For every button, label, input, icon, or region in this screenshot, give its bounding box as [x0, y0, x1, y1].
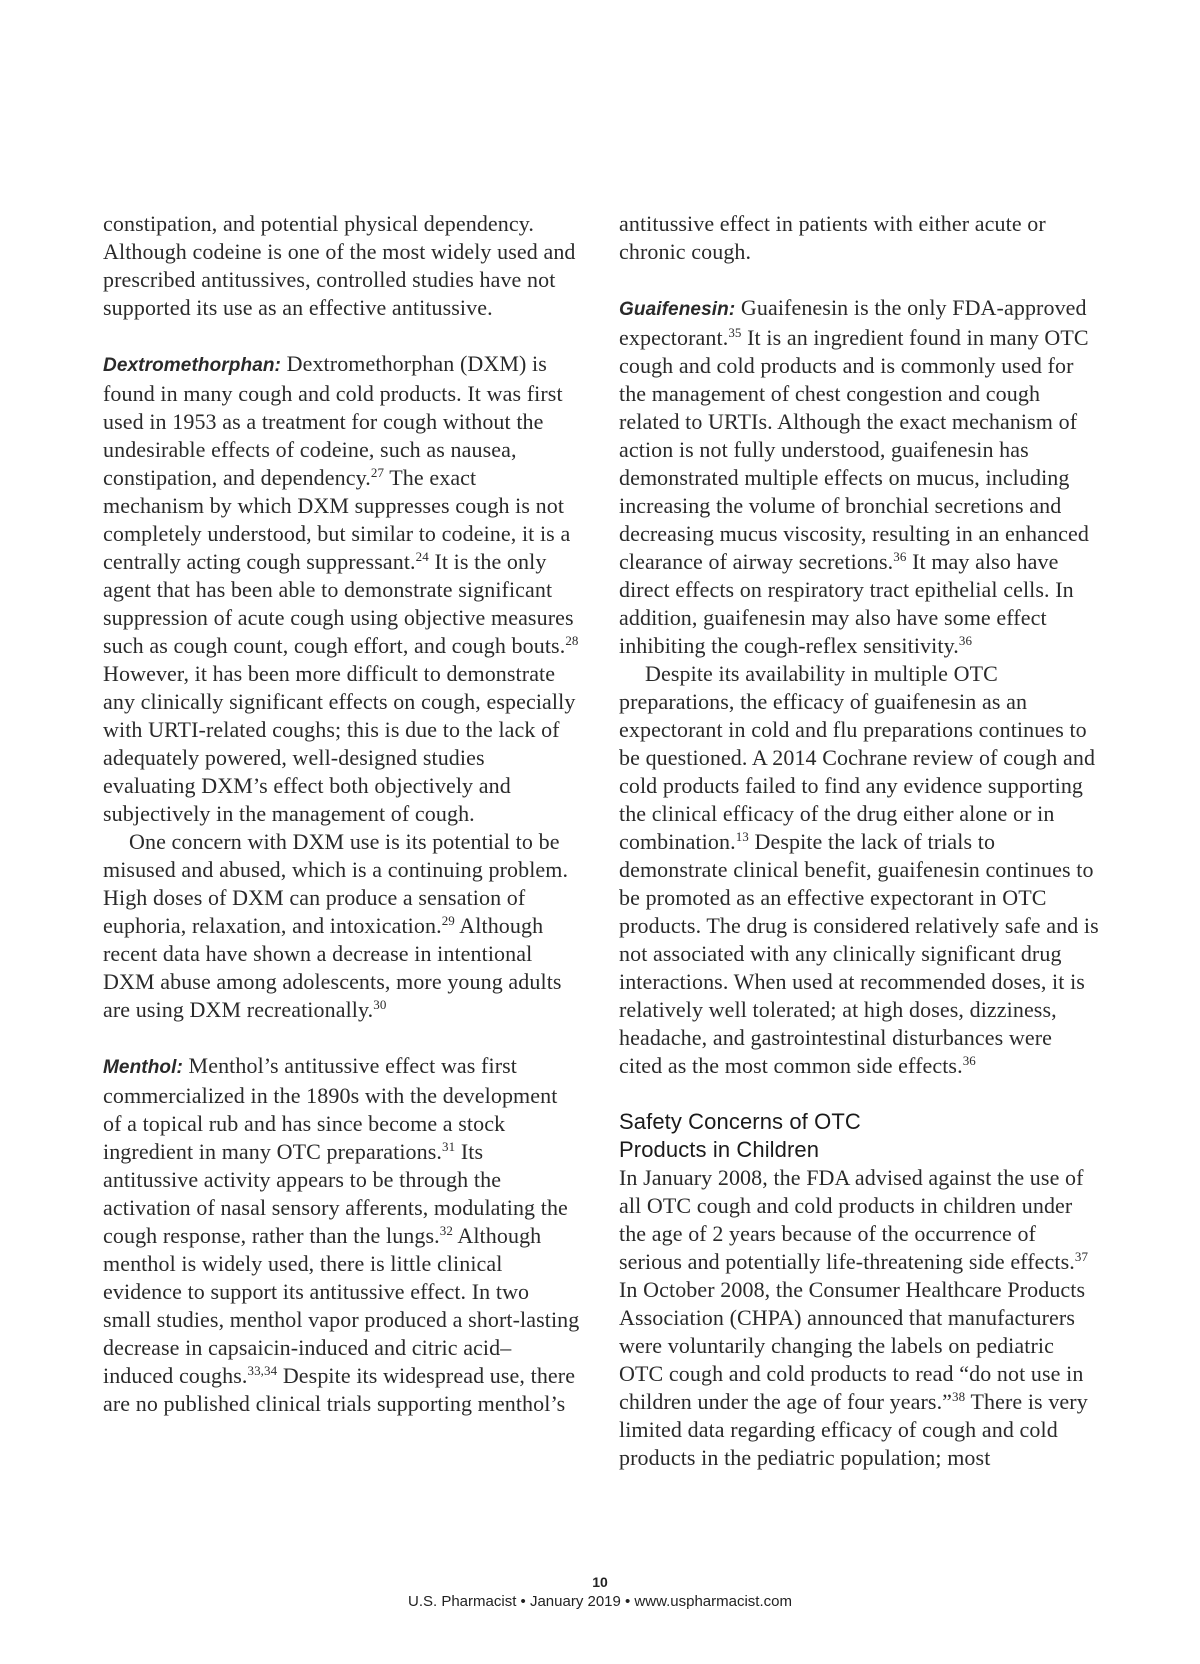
paragraph-dextromethorphan: Dextromethorphan: Dextromethorphan (DXM) is found in many cough and cold products. It was first used in 1953 as a treatment for cough without the undesirable effects of codeine, such as nausea, constipation, and dependency.$^{27}$ The exact mechanism by which DXM suppresses cough is not completely understood, but similar to codeine, it is a centrally acting cough suppressant.$^{24}$ It is the only agent that has been able to demonstrate significant suppression of acute cough using objective measures such as cough count, cough effort, and cough bouts.$^{28}$ However, it has been more difficult to demonstrate any clinically significant effects on cough, especially with URTI-related coughs; this is due to the lack of adequately powered, well-designed studies evaluating DXM’s effect both objectively and subjectively in the management of cough.: [103, 351, 579, 826]
citation: 30: [373, 997, 387, 1012]
citation: 24: [415, 549, 429, 564]
citation: 37: [1074, 1249, 1089, 1264]
section-heading-safety: Safety Concerns of OTC Products in Children: [619, 1109, 861, 1162]
paragraph-guaifenesin-efficacy: Despite its availability in multiple OTC preparations, the efficacy of guaifenesin as an expectorant in cold and flu preparations continues to be questioned. A 2014 Cochrane review of cough and cold products failed to find any evidence supporting the clinical efficacy of the drug either alone or in combination.$^{13}$ Despite the lack of trials to demonstrate clinical benefit, guaifenesin continues to be promoted as an effective expectorant in OTC products. The drug is considered relatively safe and is not associated with any clinically significant drug interactions. When used at recommended doses, it is relatively well tolerated; at high doses, dizziness, headache, and gastrointestinal disturbances were cited as the most common side effects.$^{36}$: [619, 661, 1099, 1078]
lead-in-dextromethorphan: Dextromethorphan:: [103, 355, 281, 376]
citation: 28: [565, 633, 579, 648]
lead-in-guaifenesin: Guaifenesin:: [619, 299, 736, 320]
citation: 33,34: [247, 1363, 278, 1378]
lead-in-menthol: Menthol:: [103, 1057, 183, 1078]
citation: 32: [439, 1223, 453, 1238]
paragraph-guaifenesin: Guaifenesin: Guaifenesin is the only FDA-approved expectorant.$^{35}$ It is an ingredient found in many OTC cough and cold products and is commonly used for the management of chest congestion and cough related to URTIs. Although the exact mechanism of action is not fully understood, guaifenesin has demonstrated multiple effects on mucus, including increasing the volume of bronchial secretions and decreasing mucus viscosity, resulting in an enhanced clearance of airway secretions.$^{36}$ It may also have direct effects on respiratory tract epithelial cells. In addition, guaifenesin may also have some effect inhibiting the cough-reflex sensitivity.$^{36}$: [619, 295, 1089, 658]
paragraph-safety: In January 2008, the FDA advised against the use of all OTC cough and cold products in children under the age of 2 years because of the occurrence of serious and potentially life-threatening side effects.$^{37}$ In October 2008, the Consumer Healthcare Products Association (CHPA) announced that manufacturers were voluntarily changing the labels on pediatric OTC cough and cold products to read “do not use in children under the age of four years.”$^{38}$ There is very limited data regarding efficacy of cough and cold products in the pediatric population; most: [619, 1165, 1089, 1470]
paragraph-menthol: Menthol: Menthol’s antitussive effect was first commercialized in the 1890s with the development of a topical rub and has since become a stock ingredient in many OTC preparations.$^{31}$ Its antitussive activity appears to be through the activation of nasal sensory afferents, modulating the cough response, rather than the lungs.$^{32}$ Although menthol is widely used, there is little clinical evidence to support its antitussive effect. In two small studies, menthol vapor produced a short-lasting decrease in capsaicin-induced and citric acid–induced coughs.$^{33,34}$ Despite its widespread use, there are no published clinical trials supporting menthol’s: [103, 1053, 580, 1416]
citation: 36: [893, 549, 907, 564]
footer-publication-line: U.S. Pharmacist • January 2019 • www.uspharmacist.com: [408, 1593, 792, 1610]
citation: 29: [441, 913, 455, 928]
page-number: 10: [592, 1574, 608, 1590]
citation: 36: [962, 1053, 976, 1068]
paragraph-dxm-abuse: One concern with DXM use is its potential to be misused and abused, which is a continuing problem. High doses of DXM can produce a sensation of euphoria, relaxation, and intoxication.$^{29}$ Although recent data have shown a decrease in intentional DXM abuse among adolescents, more young adults are using DXM recreationally.$^{30}$: [103, 829, 569, 1022]
citation: 38: [952, 1389, 966, 1404]
left-column: [103, 210, 581, 1418]
citation: 36: [958, 633, 973, 648]
paragraph-codeine-end: constipation, and potential physical dependency. Although codeine is one of the most widely used and prescribed antitussives, controlled studies have not supported its use as an effective antitussive.: [103, 211, 576, 320]
citation: 27: [370, 465, 385, 480]
citation: 31: [442, 1139, 456, 1154]
citation: 13: [735, 829, 749, 844]
right-column: [619, 210, 1099, 1472]
paragraph-menthol-end: antitussive effect in patients with either acute or chronic cough.: [619, 211, 1046, 264]
citation: 35: [728, 325, 742, 340]
